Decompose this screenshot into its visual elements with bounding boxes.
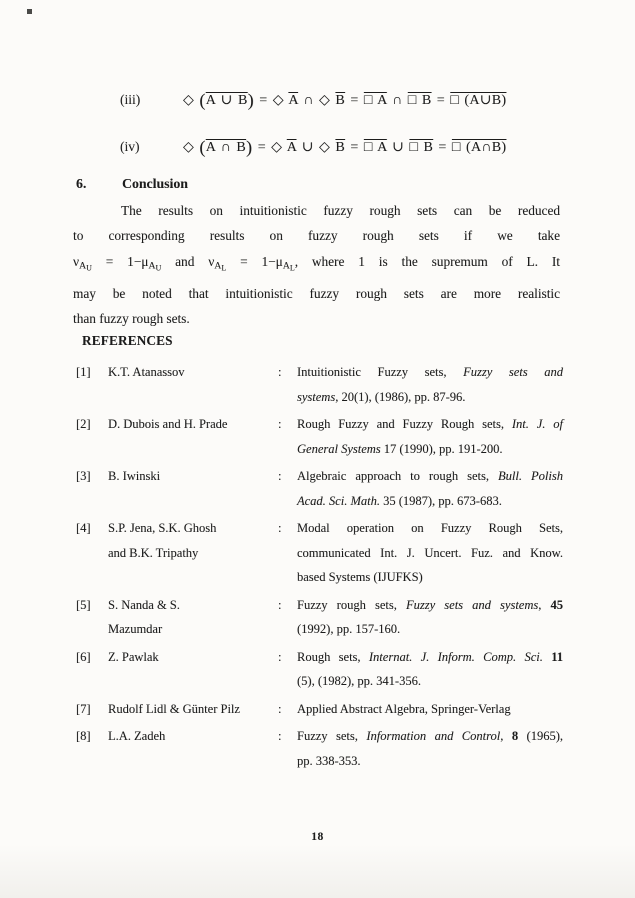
reference-number: [6] — [76, 649, 91, 664]
reference-description-line: Acad. Sci. Math. 35 (1987), pp. 673-683. — [297, 493, 502, 508]
reference-description-line: communicated Int. J. Uncert. Fuz. and Know. — [297, 545, 563, 560]
reference-description-line: (5), (1982), pp. 341-356. — [297, 674, 421, 688]
reference-number: [4] — [76, 521, 91, 535]
reference-description — [297, 464, 563, 513]
section-title: Conclusion — [122, 176, 188, 191]
reference-description — [297, 724, 563, 773]
reference-description-line: Intuitionistic Fuzzy sets, Fuzzy sets and — [297, 365, 563, 379]
references-list — [76, 360, 563, 776]
reference-colon: : — [278, 521, 282, 535]
scan-speck — [27, 9, 32, 14]
conclusion-paragraph — [73, 198, 560, 331]
reference-description-line: based Systems (IJUFKS) — [297, 570, 423, 584]
reference-colon: : — [278, 469, 282, 483]
reference-colon: : — [278, 649, 282, 664]
reference-authors — [108, 724, 278, 749]
reference-item — [76, 464, 563, 513]
reference-number: [1] — [76, 365, 91, 379]
reference-colon: : — [278, 729, 282, 743]
formula-expression: ◇ (A ∩ B) = ◇ $\overline{A}$ ∪ ◇ $\overline{B}$ = □ A ∪ □ B = □ (A∩B) — [183, 137, 507, 157]
reference-author-line: S.P. Jena, S.K. Ghosh — [108, 521, 217, 535]
reference-description-line: Rough Fuzzy and Fuzzy Rough sets, Int. J. of — [297, 417, 563, 431]
reference-description — [297, 697, 563, 722]
reference-item — [76, 516, 563, 590]
reference-description — [297, 412, 563, 461]
reference-author-line: L.A. Zadeh — [108, 729, 166, 743]
reference-description-line: General Systems 17 (1990), pp. 191-200. — [297, 441, 503, 456]
reference-author-line: S. Nanda & S. — [108, 597, 180, 612]
reference-description-line: Fuzzy rough sets, Fuzzy sets and systems, 45 — [297, 597, 563, 612]
reference-colon: : — [278, 417, 282, 431]
reference-author-line: Z. Pawlak — [108, 649, 159, 664]
reference-authors — [108, 645, 278, 670]
reference-number: [8] — [76, 729, 91, 743]
reference-author-line: K.T. Atanassov — [108, 365, 185, 379]
reference-author-line: and B.K. Tripathy — [108, 545, 199, 560]
reference-description-line: Rough sets, Internat. J. Inform. Comp. Sci. 11 — [297, 649, 564, 664]
reference-description-line: Algebraic approach to rough sets, Bull. Polish — [297, 469, 563, 483]
formula-row — [120, 90, 506, 114]
reference-author-line: D. Dubois and H. Prade — [108, 417, 228, 431]
reference-description-line: Fuzzy sets, Information and Control, 8 (1965), — [297, 729, 563, 743]
references-heading: REFERENCES — [82, 333, 173, 348]
reference-item — [76, 697, 563, 722]
section-number: 6. — [76, 176, 87, 191]
reference-description-line: Applied Abstract Algebra, Springer-Verlag — [297, 701, 511, 716]
reference-authors — [108, 516, 278, 565]
reference-authors — [108, 593, 278, 642]
reference-number: [3] — [76, 469, 91, 483]
reference-item — [76, 412, 563, 461]
reference-description — [297, 593, 563, 642]
paragraph-line: to corresponding results on fuzzy rough sets if we take — [73, 228, 560, 244]
reference-author-line: Rudolf Lidl & Günter Pilz — [108, 701, 240, 716]
reference-number: [2] — [76, 417, 91, 431]
reference-item — [76, 724, 563, 773]
reference-authors — [108, 697, 278, 722]
formula-label: (iv) — [120, 138, 140, 154]
reference-description — [297, 516, 563, 590]
formula-row — [120, 137, 506, 161]
reference-authors — [108, 464, 278, 489]
reference-description — [297, 360, 563, 409]
section-heading — [76, 176, 188, 192]
reference-colon: : — [278, 365, 282, 379]
reference-description-line: systems, 20(1), (1986), pp. 87-96. — [297, 389, 466, 404]
reference-item — [76, 593, 563, 642]
page-number: 18 — [311, 831, 324, 843]
formula-label: (iii) — [120, 91, 141, 107]
reference-authors — [108, 412, 278, 437]
formula-expression: ◇ (A ∪ B) = ◇ $\overline{A}$ ∩ ◇ $\overline{B}$ = □ A ∩ □ B = □ (A∪B) — [183, 90, 507, 110]
reference-colon: : — [278, 597, 282, 612]
formula-block — [120, 90, 506, 184]
reference-item — [76, 360, 563, 409]
paragraph-line: than fuzzy rough sets. — [73, 311, 190, 326]
reference-author-line: Mazumdar — [108, 622, 163, 636]
reference-description-line: pp. 338-353. — [297, 753, 361, 768]
reference-number: [7] — [76, 701, 91, 716]
reference-description-line: (1992), pp. 157-160. — [297, 622, 401, 636]
reference-number: [5] — [76, 597, 91, 612]
reference-item — [76, 645, 563, 694]
reference-description — [297, 645, 563, 694]
paragraph-line: The results on intuitionistic fuzzy rough sets can be reduced — [121, 203, 560, 218]
paragraph-line: may be noted that intuitionistic fuzzy rough sets are more realistic — [73, 285, 560, 301]
reference-description-line: Modal operation on Fuzzy Rough Sets, — [297, 521, 563, 535]
paragraph-line: $\nu A_U = 1-\mu A_U$ and $\nu A_L = 1-\mu A_L$, where 1 is the supremum of L. It — [73, 253, 560, 273]
reference-author-line: B. Iwinski — [108, 469, 161, 483]
reference-authors — [108, 360, 278, 385]
reference-colon: : — [278, 701, 282, 716]
